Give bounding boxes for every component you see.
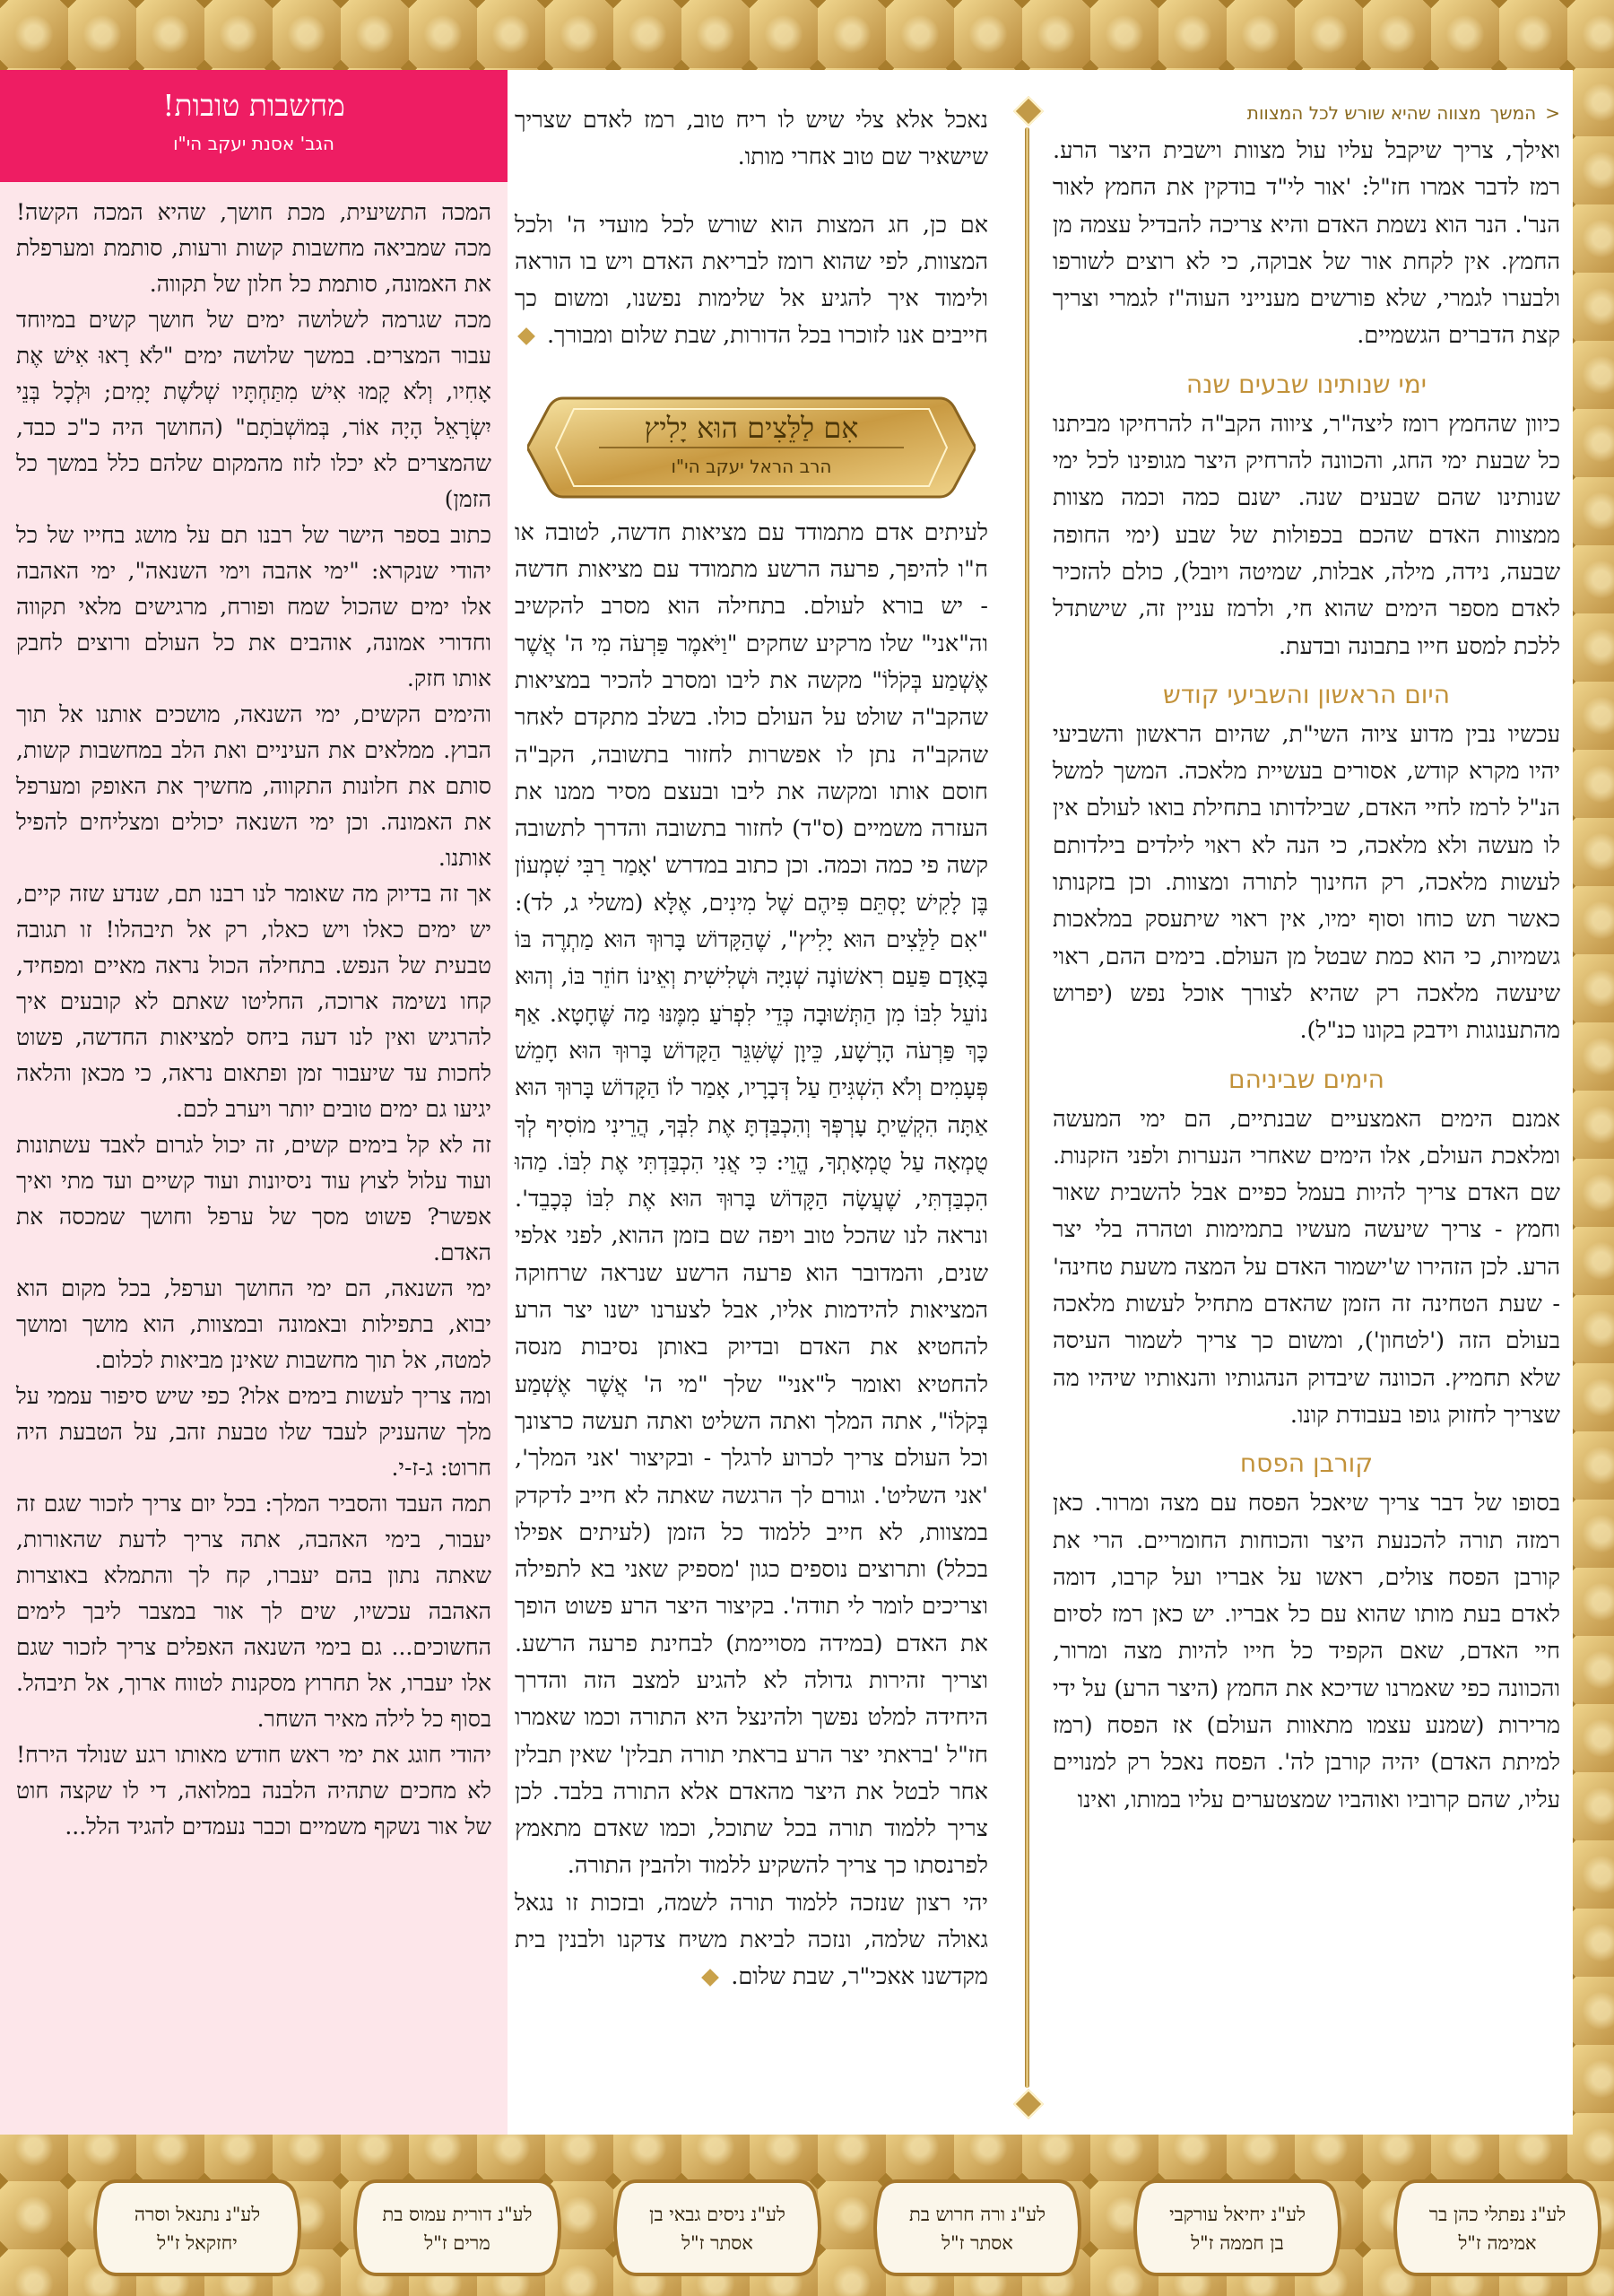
continue-title: מצווה שהיא שורש לכל המצוות	[1246, 102, 1481, 124]
middle-column	[515, 70, 988, 2135]
plaque-line: לע"נ דורית עמוס בת	[382, 2204, 533, 2225]
plaque-line: לע"נ יחיאל עורקבי	[1169, 2204, 1306, 2225]
article-banner	[527, 391, 976, 504]
plaque-line: אסתר ז"ל	[941, 2231, 1013, 2254]
divider-bar	[1025, 127, 1029, 2088]
divider-ornament-icon	[1013, 2089, 1044, 2119]
memorial-plaque	[350, 2178, 565, 2278]
plaque-line: מרים ז"ל	[424, 2231, 490, 2254]
memorial-plaque	[870, 2178, 1085, 2278]
left-paragraph: יהודי חוגג את ימי ראש חודש מאותו רגע שנולד הירח! לא מחכים שתהיה הלבנה במלואה, די לו שקצה חוט של אור נשקף משמיים וכבר נעמדים להגיד הלל...	[16, 1742, 491, 1839]
section-paragraph: עכשיו נבין מדוע ציוה השי"ת, שהיום הראשון והשביעי יהיו מקרא קודש, אסורים בעשיית מלאכה. המשך למשל הנ"ל לרמז לחיי האדם, שבילדותו בתחילת בואו לעולם אין לו מעשה ולא מלאכה, כי הנה לא ראוי לילדים בילדותם לעשות מלאכה, רק החינוך לתורה ומצוות. וכן בזקנותו כאשר תש כוחו וסוף ימיו, אין ראוי שיתעסק במלאכות גשמיות, כי הוא כמת שבטל מן העולם. בימים ההם, ראוי שיעשה מלאכה רק שהיא לצורך אוכל נפש (יפרוש מהתענוגות וידבק בקונו כנ"ל).	[1053, 720, 1560, 1045]
diamond-end-icon	[701, 1969, 719, 1987]
left-body	[0, 182, 508, 1845]
plaque-line: בן חממה ז"ל	[1191, 2231, 1284, 2254]
section-paragraph: כיוון שהחמץ רומז ליצה"ר, ציווה הקב"ה להרחיקו מביתנו כל שבעת ימי החג, והכוונה להרחיק היצר מגופינו לכל ימי שנותינו שהם שבעים שנה. ישנם כמה וכמה מצוות ממצוות האדם שהכם בכפולות של שבע (ימי החופה שבעה, נידה, מילה, אבלות, שמיטה ויובל), כולם להזכיר לאדם מספר הימים שהוא חי, ולרמז עניין זה, שישתדל ללכת למסע חייו בתבונה ובדעת.	[1053, 410, 1560, 660]
continued-paragraph: נאכל אלא צלי שיש לו ריח טוב, רמז לאדם שצריך שישאיר שם טוב אחרי מותו.	[515, 107, 988, 171]
continue-label: המשך	[1489, 102, 1537, 124]
banner-title: אִם לַלֵּצִים הוּא יָלִיץ	[644, 410, 859, 445]
section-paragraph: אמנם הימים האמצעיים שבנתיים, הם ימי המעשה ומלאכת העולם, אלו הימים שאחרי הנערות ולפני הזקנות. שם האדם צריך להיות בעמל כפיים אבל להשבית שאור וחמץ - צריך שיעשה מעשיו בתמימות וטהרה בלי יצר הרע. לכן הזהירו ש'ישמור האדם על המצה משעת טחינה' - שעת הטחינה זה הזמן שהאדם מתחיל לעשות מלאכה בעולם הזה ('לטחון'), ומשום כך צריך לשמור העיסה שלא תחמיץ. הכוונה שיבדוק הנהגותיו והנאותיו שיהיו מה שצריך לחזוק גופו בעבודת קונו.	[1053, 1105, 1560, 1429]
memorial-plaque	[610, 2178, 825, 2278]
chevron-left-icon: <	[1545, 102, 1560, 124]
plaque-line: לע"נ ניסים גבאי בן	[649, 2204, 785, 2225]
left-paragraph: אך זה בדיוק מה שאומר לנו רבנו תם, שנדע שזה קיים, יש ימים כאלו ויש כאלו, רק אל תיבהלו! זו תגובה טבעית של הנפש. בתחילה הכול נראה מאיים ומפחיד, קחו נשימה ארוכה, החליטו שאתם לא קובעים איך להרגיש ואין לנו דעה ביחס למציאות החדשה, פשוט לחכות עד שיעבור זמן ופתאום נראה, כי מכאן והלאה יגיעו גם ימים טובים יותר ויערב לכם.	[16, 881, 491, 1122]
divider-ornament-icon	[1013, 96, 1044, 126]
plaque-line: אמימה ז"ל	[1458, 2231, 1537, 2254]
left-paragraph: המכה התשיעית, מכת חושך, שהיא המכה הקשה! מכה שמביאה מחשבות קשות ורעות, סותמת ומערפלת את האמונה, סותמת כל חלון של תקווה.	[16, 199, 491, 297]
memorial-plaque	[90, 2178, 305, 2278]
plaque-line: לע"נ נתנאל וסרה	[134, 2204, 261, 2225]
left-title: מחשבות טובות!	[162, 88, 345, 123]
column-divider	[1013, 100, 1040, 2115]
section-heading: הימים שביניהם	[1228, 1064, 1384, 1094]
section-heading: קורבן הפסח	[1239, 1448, 1374, 1479]
plaque-line: לע"נ ורה חרוש בת	[909, 2204, 1046, 2225]
plaque-line: אסתר ז"ל	[681, 2231, 753, 2254]
left-paragraph: ימי השנאה, הם ימי החושך וערפל, בכל מקום הוא יבוא, בתפילות ובאמונה ובמצוות, הוא מושך ומושך למטה, אל תוך מחשבות שאינן מביאות לכלום.	[16, 1275, 491, 1373]
memorial-plaque	[1130, 2178, 1345, 2278]
diamond-end-icon	[517, 328, 535, 346]
left-paragraph: כתוב בספר הישר של רבנו תם על מושג בחייו של כל יהודי שנקרא: "ימי אהבה וימי השנאה", ימי האהבה אלו ימים שהכול שמח ופורח, מרגישים מלאי תקווה וחדורי אמונה, אוהבים את כל העולם ורוצים לחבק אותו חזק.	[16, 522, 491, 691]
article-paragraph: לעיתים אדם מתמודד עם מציאות חדשה, לטובה או ח"ו להיפך, פרעה הרשע מתמודד עם מציאות חדשה - יש בורא לעולם. בתחילה הוא מסרב להקשיב וה"אני" שלו מרקיע שחקים "וַיֹּאמֶר פַּרְעֹה מִי ה' אֲשֶׁר אֶשְׁמַע בְּקֹלוֹ" מקשה את ליבו ומסרב להכיר במציאות שהקב"ה שולט על העולם כולו. בשלב מתקדם לאחר שהקב"ה נתן לו אפשרות לחזור בתשובה, הקב"ה חוסם אותו ומקשה את ליבו ובעצם מסיר ממנו את העזרה משמיים (ס"ד) לחזור בתשובה והדרך לתשובה קשה פי כמה וכמה. וכן כתוב במדרש 'אָמַר רַבִּי שִׁמְעוֹן בֶּן לָקִישׁ יָסְתֵּם פִּיהֶם שֶׁל מִינִים, אֶלָּא (משלי ג, לד): "אִם לַלֵּצִים הוּא יָלִיץ", שֶׁהַקָּדוֹשׁ בָּרוּךְ הוּא מַתְרֶה בּוֹ בָּאָדָם פַּעַם רִאשׁוֹנָה שְׁנִיָּה וּשְׁלִישִׁית וְאֵינוֹ חוֹזֵר בּוֹ, וְהוּא נוֹעֵל לִבּוֹ מִן הַתְּשׁוּבָה כְּדֵי לִפְרֹעַ מִמֶּנּוּ מַה שֶּׁחָטָא. אַף כָּךְ פַּרְעֹה הָרָשָׁע, כֵּיוָן שֶׁשִּׁגֵּר הַקָּדוֹשׁ בָּרוּךְ הוּא חָמֵשׁ פְּעָמִים וְלֹא הִשְׁגִּיחַ עַל דְּבָרָיו, אָמַר לוֹ הַקָּדוֹשׁ בָּרוּךְ הוּא אַתָּה הִקְשֵׁיתָ עָרְפְּךָ וְהִכְבַּדְתָּ אֶת לִבְּךָ, הֲרֵינִי מוֹסִיף לְךָ טֻמְאָה עַל טֻמְאָתְךָ, הֱוֵי: כִּי אֲנִי הִכְבַּדְתִּי אֶת לִבּוֹ. מַהוּ הִכְבַּדְתִּי, שֶׁעֲשָׂה הַקָּדוֹשׁ בָּרוּךְ הוּא אֶת לִבּוֹ כְּכָבֵד'. ונראה לנו שהכל טוב ויפה שם בזמן ההוא, לפני אלפי שנים, והמדובר הוא פרעה הרשע שנראה שרחוקה המציאות להידמות אליו, אבל לצערנו ישנו יצר הרע להחטיא את האדם ובדיוק באותן נסיבות מנסה להחטיא ואומר ל"אני" שלך "מי ה' אֲשֶׁר אֶשְׁמַע בְּקֹלוֹ", אתה המלך ואתה השליט ואתה תעשה כרצונך וכל העולם צריך לכרוע לרגלך - ובקיצור 'אני המלך', 'אני השליט'. וגורם לך הרגשה שאתה לא חייב לדקדק במצוות, לא חייב ללמוד כל הזמן (לעיתים אפילו בכלל) ותרוצים נוספים כגון 'מספיק שאני בא לתפילה וצריכים לומר לי תודה'. בקיצור היצר הרע פשוט הופך את האדם (במידה מסויימת) לבחינת פרעה הרשע. וצריך זהירות גדולה לא להגיע למצב הזה והדרך היחידה למלט נפשך ולהינצל היא התורה וכמו שאמרו חז"ל 'בראתי יצר הרע בראתי תורה תבלין' שאין תבלין אחר לבטל את היצר מהאדם אלא התורה בלבד. לכן צריך ללמוד תורה בכל שתוכל, וכמו שאדם מתאמץ לפרנסתו כך צריך להשקיע ללמוד ולהבין התורה.	[515, 518, 988, 1880]
left-paragraph: מכה שגרמה לשלושה ימים של חושך קשים במיוחד עבור המצרים. במשך שלושה ימים "לֹא רָאוּ אִישׁ אֶת אָחִיו, וְלֹא קָמוּ אִישׁ מִתַּחְתָּיו שְׁלֹשֶׁת יָמִים; וּלְכָל בְּנֵי יִשְׂרָאֵל הָיָה אוֹר, בְּמוֹשְׁבֹתָם" (החושך היה כ"כ כבד, שהמצרים לא יכלו לזוז מהמקום שלהם כלל במשך כל הזמן)	[16, 307, 491, 512]
left-paragraph: והימים הקשים, ימי השנאה, מושכים אותנו אל תוך הבוץ. ממלאים את העיניים ואת הלב במחשבות קשות, סותם את חלונות התקווה, מחשיך את האופק ומערפל את האמונה. וכן ימי השנאה יכולים ומצליחים להפיל אותנו.	[16, 701, 491, 871]
section-heading: ימי שנותינו שבעים שנה	[1185, 369, 1427, 399]
section-heading: היום הראשון והשביעי קודש	[1163, 679, 1450, 709]
left-paragraph: ומה צריך לעשות בימים אלו? כפי שיש סיפור עממי על מלך שהעניק לעבד שלו טבעת זהב, על הטבעת היה חרוט: ג-ז-י.	[16, 1383, 491, 1481]
section-paragraph: בסופו של דבר צריך שיאכל הפסח עם מצה ומרור. כאן רמזה תורה להכנעת היצר והכוחות החומריים. הרי את קורבן הפסח צולים, ראשו על אבריו ועל קרבו, דומה לאדם בעת מותו שהוא עם כל אבריו. יש כאן רמז לסיום חיי האדם, שאם הקפיד כל חייו להיות מצה ומרור, והכוונה כפי שאמרנו שדיכא את החמץ (היצר הרע) על ידי מרירות (שמנע עצמו מתאוות העולם) אז הפסח (רמז למיתת האדם) יהיה קורבן לה'. הפסח נאכל רק למנויים עליו, שהם קרוביו ואוהביו שמצטערים עליו במותו, ואינו	[1053, 1490, 1560, 1813]
blessing-paragraph: יהי רצון שנזכה ללמוד תורה לשמה, ובזכות זו נגאל גאולה שלמה, ונזכה לביאת משיח צדקנו ולבנין בית מקדשנו אאכי"ר, שבת שלום.	[515, 1889, 988, 1991]
page-sheet	[0, 70, 1573, 2135]
left-author: הגב' אסנת יעקב הי"ו	[173, 133, 334, 154]
left-column	[0, 70, 508, 2135]
left-paragraph: תמה העבד והסביר המלך: בכל יום צריך לזכור שגם זה יעבור, בימי האהבה, אתה צריך לדעת שהאורות, שאתה נתון בהם יעברו, קח לך והתמלא באוצרות האהבה עכשיו, שים לך אור במצבר ליבך לימים החשוכים... גם בימי השנאה האפלים צריך לזכור שגם אלו יעברו, אל תחרוץ מסקנות לטווח ארוך, אל תיבהל. בסוף כל לילה מאיר השחר.	[16, 1491, 491, 1732]
plaque-line: יחזקאל ז"ל	[157, 2231, 238, 2254]
left-paragraph: זה לא קל בימים קשים, זה יכול לגרום לאבד עשתונות ועוד עלול לצוץ עוד ניסיונות ועוד קשיים ועד מתי ואיך אפשר? פשוט מסך של ערפל וחושך שמכסה את האדם.	[16, 1132, 491, 1265]
memorial-footer	[0, 2161, 1614, 2278]
intro-paragraph: ואילך, צריך שיקבל עליו עול מצוות וישבית היצר הרע. רמז לדבר אמרו חז"ל: 'אור לי"ד בודקין את החמץ לאור הנר'. הנר הוא נשמת האדם והיא צריכה להבדיל עצמה מן החמץ. אין לקחת אור של אבוקה, כי לא רוצים לשורפו ולבערו לגמרי, שלא פורשים מענייני העוה"ז לגמרי וצריך קצת הדברים הגשמיים.	[1053, 137, 1560, 350]
memorial-plaque	[1390, 2178, 1605, 2278]
right-column	[1053, 70, 1560, 2135]
banner-subtitle: הרב הראל יעקב הי"ו	[671, 455, 832, 477]
closing-paragraph: אם כן, חג המצות הוא שורש לכל מועדי ה' ולכל המצוות, לפי שהוא רומז לבריאת האדם ויש בו הוראה ולימוד איך להגיע אל שלימות נפשנו, ומשום כך חייבים אנו לזוכרו בכל הדורות, שבת שלום ומבורך.	[515, 211, 988, 350]
continuation-line	[1053, 102, 1560, 124]
plaque-line: לע"נ נפתלי כהן בר	[1428, 2204, 1566, 2225]
banner-frame-icon	[527, 391, 976, 504]
pink-header	[0, 70, 508, 182]
